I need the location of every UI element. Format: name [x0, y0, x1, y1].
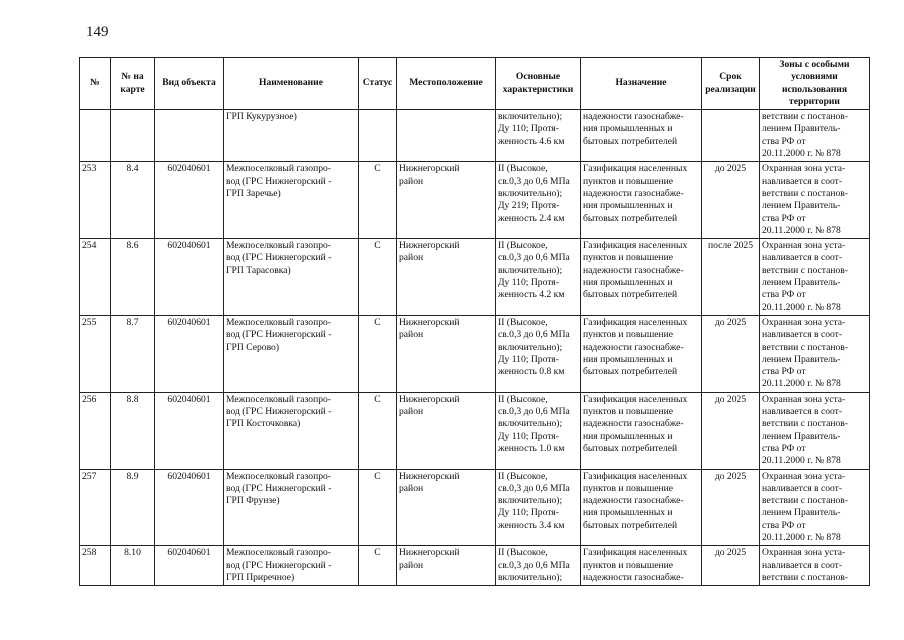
cell-location: Нижнегорский район — [397, 469, 496, 546]
cell-location: Нижнегорский район — [397, 162, 496, 239]
cell-name: ГРП Кукурузное) — [224, 110, 359, 162]
header-num: № — [80, 58, 111, 110]
cell-location: Нижнегорский район — [397, 239, 496, 316]
cell-status — [359, 110, 397, 162]
cell-term: до 2025 — [702, 162, 760, 239]
cell-purpose: Газификация населенных пунктов и повышение надежности газоснабже- ния промышленных и бытовых потребителей — [581, 239, 702, 316]
cell-term: после 2025 — [702, 239, 760, 316]
cell-name: Межпоселковый газопро- вод (ГРС Нижнегорский - ГРП Заречье) — [224, 162, 359, 239]
cell-term: до 2025 — [702, 546, 760, 586]
table-row — [80, 546, 870, 586]
cell-name: Межпоселковый газопро- вод (ГРС Нижнегорский - ГРП Тарасовка) — [224, 239, 359, 316]
cell-object-type: 602040601 — [155, 469, 224, 546]
cell-object-type: 602040601 — [155, 162, 224, 239]
cell-map-num: 8.10 — [111, 546, 155, 586]
page-number: 149 — [86, 24, 109, 40]
cell-num: 256 — [80, 392, 111, 469]
cell-status: С — [359, 239, 397, 316]
cell-zones: ветствии с постанов- лением Правитель- ства РФ от 20.11.2000 г. № 878 — [760, 110, 870, 162]
cell-zones: Охранная зона уста- навливается в соот- ветствии с постанов- — [760, 546, 870, 586]
cell-map-num: 8.4 — [111, 162, 155, 239]
header-zones: Зоны с особыми условиями использования территории — [760, 58, 870, 110]
cell-object-type: 602040601 — [155, 315, 224, 392]
cell-status: С — [359, 162, 397, 239]
cell-status: С — [359, 392, 397, 469]
header-term: Срок реализации — [702, 58, 760, 110]
cell-object-type: 602040601 — [155, 392, 224, 469]
cell-map-num: 8.6 — [111, 239, 155, 316]
header-object-type: Вид объекта — [155, 58, 224, 110]
cell-name: Межпоселковый газопро- вод (ГРС Нижнегорский - ГРП Серово) — [224, 315, 359, 392]
cell-map-num: 8.9 — [111, 469, 155, 546]
cell-term: до 2025 — [702, 315, 760, 392]
header-status: Статус — [359, 58, 397, 110]
cell-num — [80, 110, 111, 162]
header-characteristics: Основные характеристики — [496, 58, 581, 110]
cell-num: 254 — [80, 239, 111, 316]
cell-num: 258 — [80, 546, 111, 586]
cell-zones: Охранная зона уста- навливается в соот- ветствии с постанов- лением Правитель- ства РФ от 20.11.2000 г. № 878 — [760, 469, 870, 546]
cell-status: С — [359, 469, 397, 546]
header-name: Наименование — [224, 58, 359, 110]
cell-term: до 2025 — [702, 392, 760, 469]
table-row — [80, 469, 870, 546]
cell-characteristics: II (Высокое, св.0,3 до 0,6 МПа включительно); Ду 219; Протя- женность 2.4 км — [496, 162, 581, 239]
gas-pipeline-registry-table — [79, 57, 870, 586]
cell-characteristics: II (Высокое, св.0,3 до 0,6 МПа включительно); Ду 110; Протя- женность 4.2 км — [496, 239, 581, 316]
cell-location: Нижнегорский район — [397, 546, 496, 586]
cell-location: Нижнегорский район — [397, 392, 496, 469]
cell-purpose: Газификация населенных пунктов и повышение надежности газоснабже- ния промышленных и бытовых потребителей — [581, 315, 702, 392]
cell-term — [702, 110, 760, 162]
cell-status: С — [359, 315, 397, 392]
table-row — [80, 239, 870, 316]
cell-name: Межпоселковый газопро- вод (ГРС Нижнегорский - ГРП Фрунзе) — [224, 469, 359, 546]
cell-map-num — [111, 110, 155, 162]
cell-characteristics: включительно); Ду 110; Протя- женность 4.6 км — [496, 110, 581, 162]
table-row — [80, 392, 870, 469]
cell-object-type: 602040601 — [155, 239, 224, 316]
cell-map-num: 8.8 — [111, 392, 155, 469]
cell-zones: Охранная зона уста- навливается в соот- ветствии с постанов- лением Правитель- ства РФ от 20.11.2000 г. № 878 — [760, 239, 870, 316]
header-location: Местоположение — [397, 58, 496, 110]
header-purpose: Назначение — [581, 58, 702, 110]
cell-zones: Охранная зона уста- навливается в соот- ветствии с постанов- лением Правитель- ства РФ от 20.11.2000 г. № 878 — [760, 315, 870, 392]
cell-location — [397, 110, 496, 162]
table-row-continuation — [80, 110, 870, 162]
cell-object-type — [155, 110, 224, 162]
cell-purpose: Газификация населенных пунктов и повышение надежности газоснабже- ния промышленных и бытовых потребителей — [581, 162, 702, 239]
cell-num: 253 — [80, 162, 111, 239]
cell-zones: Охранная зона уста- навливается в соот- ветствии с постанов- лением Правитель- ства РФ от 20.11.2000 г. № 878 — [760, 162, 870, 239]
cell-characteristics: II (Высокое, св.0,3 до 0,6 МПа включительно); — [496, 546, 581, 586]
cell-characteristics: II (Высокое, св.0,3 до 0,6 МПа включительно); Ду 110; Протя- женность 3.4 км — [496, 469, 581, 546]
cell-location: Нижнегорский район — [397, 315, 496, 392]
table-header-row — [80, 58, 870, 110]
table-row — [80, 315, 870, 392]
cell-purpose: Газификация населенных пунктов и повышение надежности газоснабже- ния промышленных и бытовых потребителей — [581, 469, 702, 546]
cell-purpose: Газификация населенных пунктов и повышение надежности газоснабже- — [581, 546, 702, 586]
cell-zones: Охранная зона уста- навливается в соот- ветствии с постанов- лением Правитель- ства РФ от 20.11.2000 г. № 878 — [760, 392, 870, 469]
cell-term: до 2025 — [702, 469, 760, 546]
cell-purpose: надежности газоснабже- ния промышленных и бытовых потребителей — [581, 110, 702, 162]
cell-characteristics: II (Высокое, св.0,3 до 0,6 МПа включительно); Ду 110; Протя- женность 0.8 км — [496, 315, 581, 392]
cell-name: Межпоселковый газопро- вод (ГРС Нижнегорский - ГРП Косточковка) — [224, 392, 359, 469]
cell-num: 255 — [80, 315, 111, 392]
cell-name: Межпоселковый газопро- вод (ГРС Нижнегорский - ГРП Приречное) — [224, 546, 359, 586]
table-row — [80, 162, 870, 239]
cell-num: 257 — [80, 469, 111, 546]
cell-purpose: Газификация населенных пунктов и повышение надежности газоснабже- ния промышленных и бытовых потребителей — [581, 392, 702, 469]
cell-object-type: 602040601 — [155, 546, 224, 586]
cell-map-num: 8.7 — [111, 315, 155, 392]
header-map-num: № на карте — [111, 58, 155, 110]
cell-status: С — [359, 546, 397, 586]
cell-characteristics: II (Высокое, св.0,3 до 0,6 МПа включительно); Ду 110; Протя- женность 1.0 км — [496, 392, 581, 469]
